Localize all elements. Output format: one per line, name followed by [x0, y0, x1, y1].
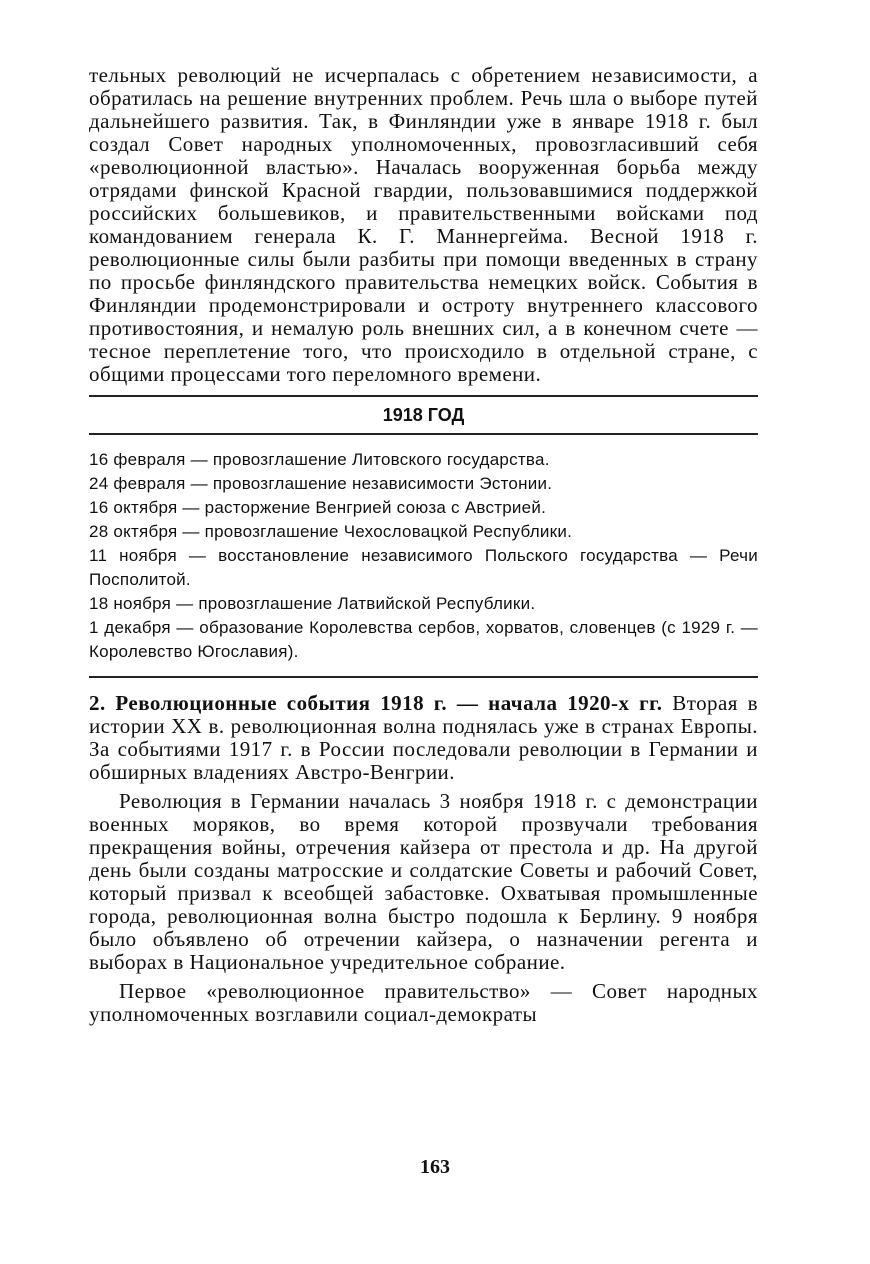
chronology-item: 28 октября — провозглашение Чехословацкой Республики. [89, 522, 573, 541]
chronology-item: 16 февраля — провозглашение Литовского государства. [89, 450, 550, 469]
chronology-item: 11 ноября — восстановление независимого Польского государства — Речи Посполитой. [89, 546, 758, 589]
section-heading: 2. Революционные события 1918 г. — начала 1920-х гг. [89, 691, 663, 715]
chronology-item: 1 декабря — образование Королевства сербов, хорватов, словенцев (с 1929 г. — Королевство Югославия). [89, 618, 758, 661]
box-bottom-rule [89, 676, 758, 678]
page-body [89, 64, 758, 1026]
page-number: 163 [420, 1156, 450, 1178]
chronology-item: 18 ноября — провозглашение Латвийской Республики. [89, 594, 536, 613]
body-paragraph: Первое «революционное правительство» — Совет народных уполномоченных возглавили социал-демократы [89, 979, 758, 1026]
chronology-item: 24 февраля — провозглашение независимости Эстонии. [89, 474, 553, 493]
chronology-list [89, 448, 758, 664]
section-lead-text: Вторая в истории XX в. революционная волна поднялась уже в странах Европы. За событиями 1917 г. в России последовали революции в Германии и обширных владениях Австро-Венгрии. [89, 691, 759, 784]
section-intro-paragraph [89, 692, 758, 784]
box-title-rule [89, 433, 758, 435]
chronology-item: 16 октября — расторжение Венгрией союза с Австрией. [89, 498, 547, 517]
intro-paragraph: тельных революций не исчерпалась с обретением независимости, а обратилась на решение внутренних проблем. Речь шла о выборе путей дальнейшего развития. Так, в Финляндии уже в январе 1918 г. был создал Совет народных уполномоченных, провозгласивший себя «революционной властью». Началась вооруженная борьба между отрядами финской Красной гвардии, пользовавшимися поддержкой российских большевиков, и правительственными войсками под командованием генерала К. Г. Маннергейма. Весной 1918 г. революционные силы были разбиты при помощи введенных в страну по просьбе финляндского правительства немецких войск. События в Финляндии продемонстрировали и остроту внутреннего классового противостояния, и немалую роль внешних сил, а в конечном счете — тесное переплетение того, что происходило в отдельной стране, с общими процессами того переломного времени. [89, 63, 758, 386]
body-paragraph: Революция в Германии началась 3 ноября 1918 г. с демонстрации военных моряков, во время которой прозвучали требования прекращения войны, отречения кайзера от престола и др. На другой день были созданы матросские и солдатские Советы и рабочий Совет, который призвал к всеобщей забастовке. Охватывая промышленные города, революционная волна быстро подошла к Берлину. 9 ноября было объявлено об отречении кайзера, о назначении регента и выборах в Национальное учредительное собрание. [89, 789, 758, 974]
chronology-title: 1918 ГОД [382, 405, 465, 425]
